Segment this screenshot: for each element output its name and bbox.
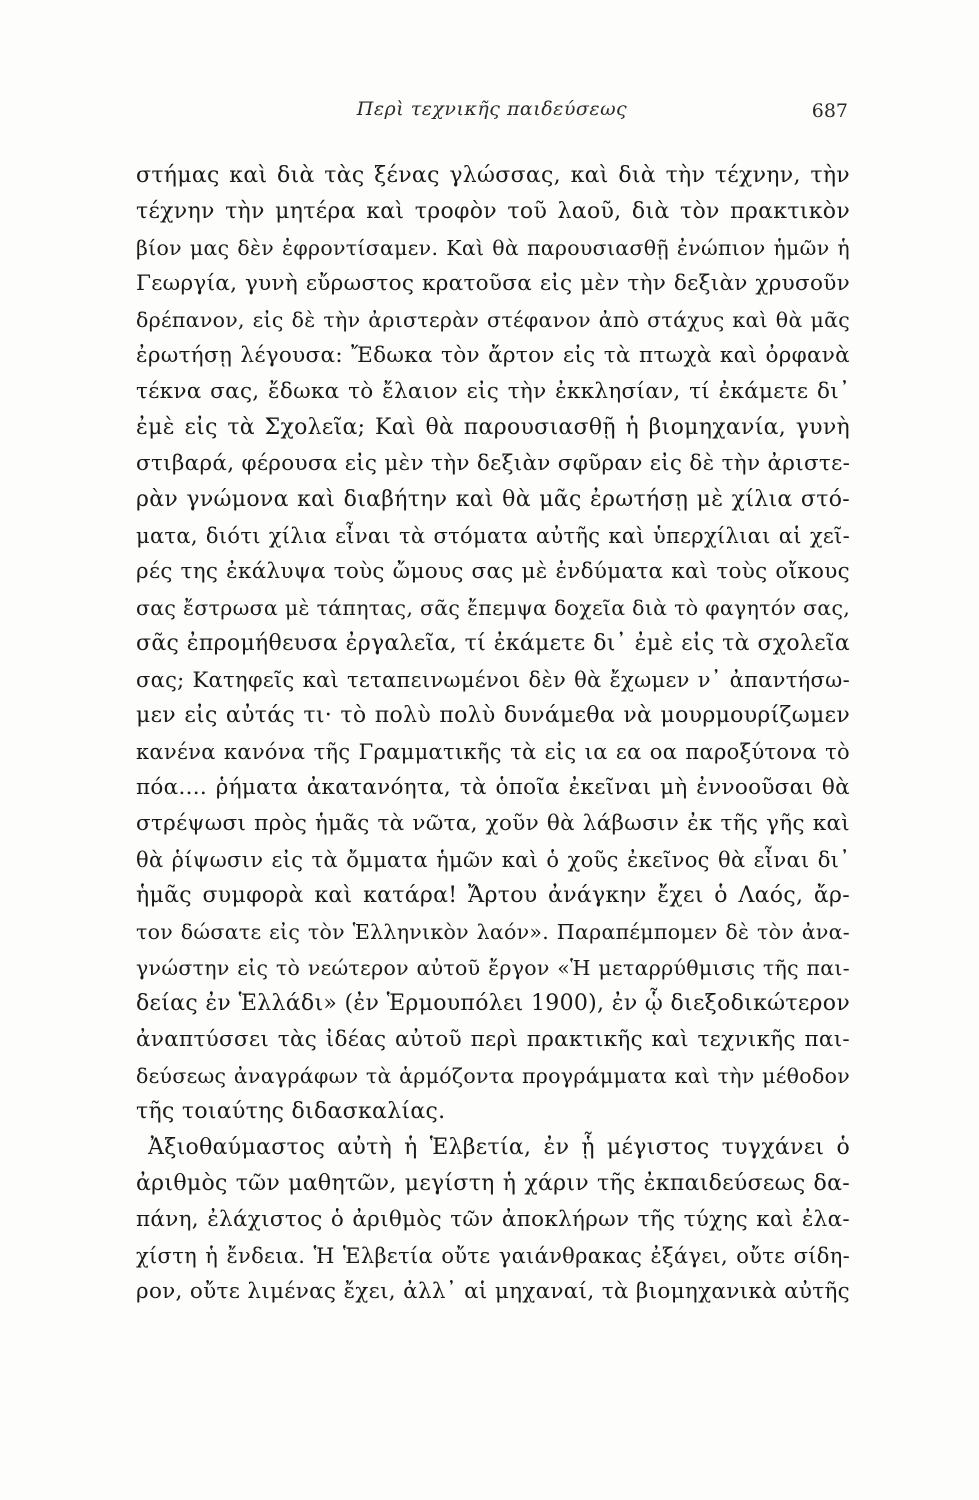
text-line: πόα.... ῥήματα ἀκατανόητα, τὰ ὁποῖα ἐκεῖναι μὴ ἐννοοῦσαι θὰ [136, 775, 850, 800]
text-line: ἡμᾶς συμφορὰ καὶ κατάρα! Ἄρτου ἀνάγκην ἔχει ὁ Λαός, ἄρ- [136, 883, 850, 908]
text-line: τέχνην τὴν μητέρα καὶ τροφὸν τοῦ λαοῦ, διὰ τὸν πρακτικὸν [136, 199, 850, 224]
text-line: ἀναπτύσσει τὰς ἰδέας αὐτοῦ περὶ πρακτικῆς καὶ τεχνικῆς παι- [136, 1027, 850, 1052]
text-line: ρον, οὔτε λιμένας ἔχει, ἀλλ᾽ αἱ μηχαναί, τὰ βιομηχανικὰ αὐτῆς [136, 1279, 850, 1304]
text-line: μεν εἰς αὐτάς τι· τὸ πολὺ πολὺ δυνάμεθα νὰ μουρμουρίζωμεν [136, 703, 850, 728]
text-line: στήμας καὶ διὰ τὰς ξένας γλώσσας, καὶ διὰ τὴν τέχνην, τὴν [136, 163, 850, 188]
text-line: θὰ ῥίψωσιν εἰς τὰ ὄμματα ἡμῶν καὶ ὁ χοῦς ἐκεῖνος θὰ εἶναι δι᾽ [136, 848, 850, 872]
text-line: τέκνα σας, ἔδωκα τὸ ἔλαιον εἰς τὴν ἐκκλησίαν, τί ἐκάμετε δι᾽ [136, 379, 850, 404]
text-line: ἐρωτήσῃ λέγουσα: Ἔδωκα τὸν ἄρτον εἰς τὰ πτωχὰ καὶ ὀρφανὰ [136, 343, 850, 368]
page-number: 687 [811, 100, 848, 122]
text-line: πάνη, ἐλάχιστος ὁ ἀριθμὸς τῶν ἀποκλήρων τῆς τύχης καὶ ἐλα- [136, 1207, 850, 1232]
paragraph-start-line: Ἀξιοθαύμαστος αὐτὴ ἡ Ἑλβετία, ἐν ᾗ μέγιστος τυγχάνει ὁ [148, 1135, 850, 1160]
body-text [136, 158, 850, 1310]
text-line: ἐμὲ εἰς τὰ Σχολεῖα; Καὶ θὰ παρουσιασθῇ ἡ βιομηχανία, γυνὴ [136, 415, 850, 440]
text-line: δείας ἐν Ἑλλάδι» (ἐν Ἑρμουπόλει 1900), ἐν ᾧ διεξοδικώτερον [136, 991, 850, 1016]
text-line: στιβαρά, φέρουσα εἰς μὲν τὴν δεξιὰν σφῦραν εἰς δὲ τὴν ἀριστε- [136, 451, 851, 476]
text-line: χίστη ἡ ἔνδεια. Ἡ Ἑλβετία οὔτε γαιάνθρακας ἐξάγει, οὔτε σίδη- [136, 1244, 850, 1268]
text-line: ρές της ἐκάλυψα τοὺς ὤμους σας μὲ ἐνδύματα καὶ τοὺς οἴκους [136, 559, 850, 584]
text-line: τον δώσατε εἰς τὸν Ἑλληνικὸν λαόν». Παραπέμπομεν δὲ τὸν ἀνα- [136, 920, 850, 944]
text-line: Γεωργία, γυνὴ εὔρωστος κρατοῦσα εἰς μὲν τὴν δεξιὰν χρυσοῦν [136, 271, 850, 296]
text-line: βίον μας δὲν ἐφροντίσαμεν. Καὶ θὰ παρουσιασθῇ ἐνώπιον ἡμῶν ἡ [136, 236, 850, 260]
text-line: κανένα κανόνα τῆς Γραμματικῆς τὰ εἰς ια εα οα παροξύτονα τὸ [136, 740, 850, 764]
text-line: ματα, διότι χίλια εἶναι τὰ στόματα αὐτῆς καὶ ὑπερχίλιαι αἱ χεῖ- [136, 524, 850, 548]
text-line: στρέψωσι πρὸς ἡμᾶς τὰ νῶτα, χοῦν θὰ λάβωσιν ἐκ τῆς γῆς καὶ [136, 811, 850, 836]
text-line: δεύσεως ἀναγράφων τὰ ἁρμόζοντα προγράμματα καὶ τὴν μέθοδον [136, 1064, 850, 1088]
running-header [136, 98, 848, 128]
text-line: σᾶς ἐπρομήθευσα ἐργαλεῖα, τί ἐκάμετε δι᾽ ἐμὲ εἰς τὰ σχολεῖα [136, 631, 850, 656]
paragraph-end-line: τῆς τοιαύτης διδασκαλίας. [136, 1099, 446, 1124]
running-title: Περὶ τεχνικῆς παιδεύσεως [356, 98, 628, 120]
text-line: ρὰν γνώμονα καὶ διαβήτην καὶ θὰ μᾶς ἐρωτήσῃ μὲ χίλια στό- [136, 487, 850, 512]
text-line: δρέπανον, εἰς δὲ τὴν ἀριστερὰν στέφανον ἀπὸ στάχυς καὶ θὰ μᾶς [136, 308, 850, 332]
text-line: σας; Κατηφεῖς καὶ τεταπεινωμένοι δὲν θὰ ἔχωμεν ν᾽ ἀπαντήσω- [136, 668, 850, 692]
text-line: γνώστην εἰς τὸ νεώτερον αὐτοῦ ἔργον «Ἡ μεταρρύθμισις τῆς παι- [136, 956, 850, 980]
text-line: σας ἔστρωσα μὲ τάπητας, σᾶς ἔπεμψα δοχεῖα διὰ τὸ φαγητόν σας, [136, 596, 851, 620]
text-line: ἀριθμὸς τῶν μαθητῶν, μεγίστη ἡ χάριν τῆς ἐκπαιδεύσεως δα- [136, 1171, 850, 1196]
